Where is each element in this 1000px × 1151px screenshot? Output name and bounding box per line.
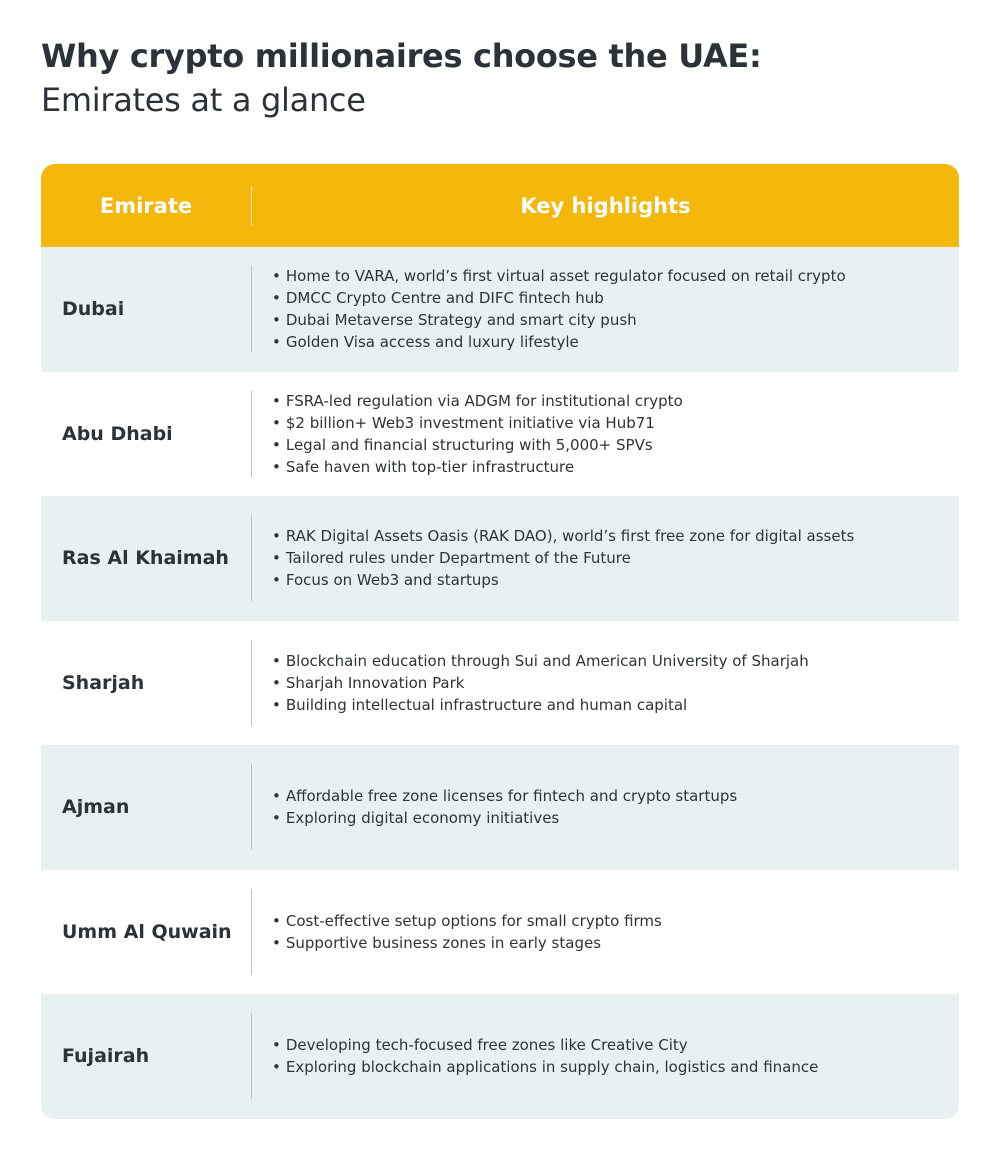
highlight-item: • Supportive business zones in early stages bbox=[272, 932, 959, 954]
emirates-table bbox=[41, 164, 959, 1119]
highlight-item: • Developing tech-focused free zones like Creative City bbox=[272, 1034, 959, 1056]
table-row bbox=[41, 745, 959, 870]
table-row bbox=[41, 621, 959, 746]
highlight-item: • Golden Visa access and luxury lifestyle bbox=[272, 331, 959, 353]
highlight-item: • RAK Digital Assets Oasis (RAK DAO), world’s first free zone for digital assets bbox=[272, 525, 959, 547]
highlight-item: • Blockchain education through Sui and American University of Sharjah bbox=[272, 650, 959, 672]
emirate-name: Abu Dhabi bbox=[62, 422, 173, 445]
table-row bbox=[41, 372, 959, 497]
highlight-item: • Exploring blockchain applications in supply chain, logistics and finance bbox=[272, 1056, 959, 1078]
highlight-item: • Focus on Web3 and startups bbox=[272, 569, 959, 591]
highlight-item: • DMCC Crypto Centre and DIFC fintech hub bbox=[272, 287, 959, 309]
emirate-name: Umm Al Quwain bbox=[62, 920, 232, 943]
table-body bbox=[41, 247, 959, 1119]
title-subheading: Emirates at a glance bbox=[41, 81, 366, 119]
highlights-list bbox=[252, 910, 959, 954]
highlight-item: • Safe haven with top-tier infrastructure bbox=[272, 456, 959, 478]
table-row bbox=[41, 994, 959, 1119]
emirate-name: Fujairah bbox=[62, 1045, 150, 1068]
title-heading: Why crypto millionaires choose the UAE: bbox=[41, 37, 762, 75]
table-row bbox=[41, 870, 959, 995]
page-title bbox=[41, 36, 762, 120]
header-emirate: Emirate bbox=[99, 193, 193, 218]
highlights-list bbox=[252, 265, 959, 353]
emirate-name: Ras Al Khaimah bbox=[62, 547, 229, 570]
highlight-item: • Dubai Metaverse Strategy and smart city push bbox=[272, 309, 959, 331]
highlight-item: • Tailored rules under Department of the Future bbox=[272, 547, 959, 569]
highlights-list bbox=[252, 525, 959, 591]
highlights-list bbox=[252, 1034, 959, 1078]
highlight-item: • Sharjah Innovation Park bbox=[272, 672, 959, 694]
highlight-item: • Exploring digital economy initiatives bbox=[272, 807, 959, 829]
emirate-name: Dubai bbox=[62, 298, 125, 321]
table-row bbox=[41, 496, 959, 621]
table-row bbox=[41, 247, 959, 372]
header-key-highlights: Key highlights bbox=[520, 193, 691, 218]
highlights-list bbox=[252, 650, 959, 716]
highlight-item: • Home to VARA, world’s first virtual asset regulator focused on retail crypto bbox=[272, 265, 959, 287]
highlight-item: • Building intellectual infrastructure and human capital bbox=[272, 694, 959, 716]
table-header bbox=[41, 164, 959, 247]
highlight-item: • Affordable free zone licenses for fintech and crypto startups bbox=[272, 785, 959, 807]
emirate-name: Ajman bbox=[62, 796, 130, 819]
highlight-item: • FSRA-led regulation via ADGM for institutional crypto bbox=[272, 390, 959, 412]
emirate-name: Sharjah bbox=[62, 671, 145, 694]
highlight-item: • Cost-effective setup options for small crypto firms bbox=[272, 910, 959, 932]
highlights-list bbox=[252, 785, 959, 829]
highlight-item: • $2 billion+ Web3 investment initiative via Hub71 bbox=[272, 412, 959, 434]
highlights-list bbox=[252, 390, 959, 478]
highlight-item: • Legal and financial structuring with 5,000+ SPVs bbox=[272, 434, 959, 456]
